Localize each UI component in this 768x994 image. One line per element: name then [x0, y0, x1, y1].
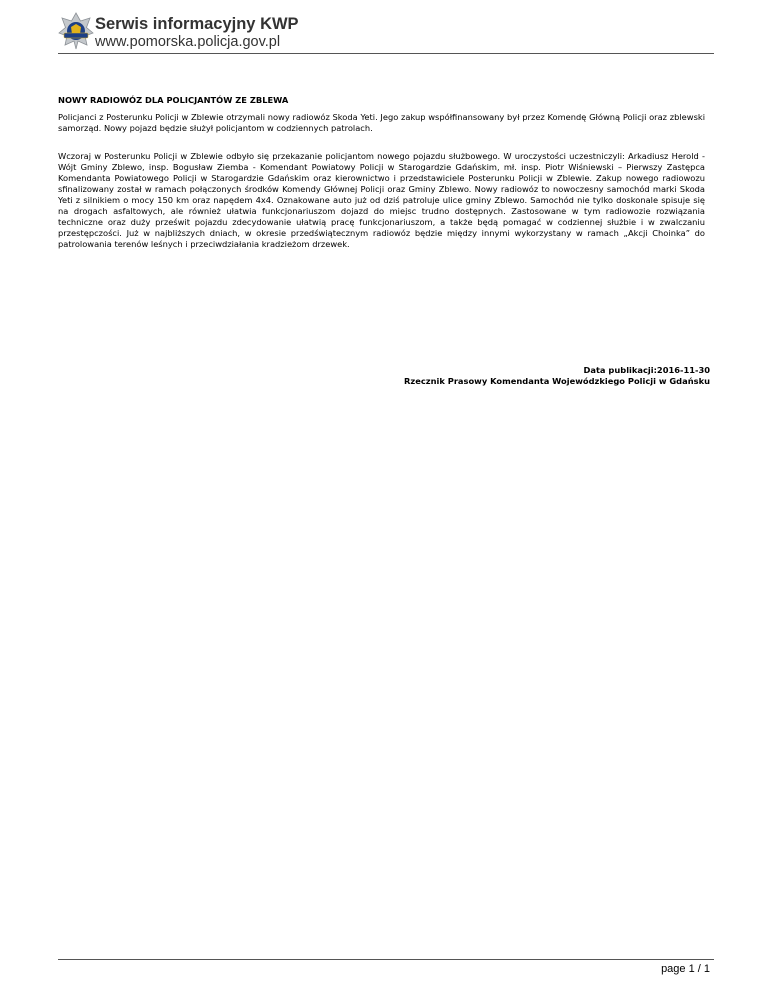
header: [58, 12, 714, 54]
article-author: Rzecznik Prasowy Komendanta Wojewódzkiego Policji w Gdańsku: [404, 376, 710, 386]
article-title: NOWY RADIOWÓZ DLA POLICJANTÓW ZE ZBLEWA: [58, 95, 289, 105]
publication-date: Data publikacji:2016-11-30: [583, 365, 710, 375]
footer-divider: [58, 959, 714, 960]
article-lead: Policjanci z Posterunku Policji w Zblewie otrzymali nowy radiowóz Skoda Yeti. Jego zakup współfinansowany był przez Komendę Główną Policji oraz zblewski samorząd. Nowy pojazd będzie służył policjantom w codziennych patrolach.: [58, 112, 705, 133]
site-url[interactable]: www.pomorska.policja.gov.pl: [95, 34, 281, 50]
article-body: Wczoraj w Posterunku Policji w Zblewie odbyło się przekazanie policjantom nowego pojazdu służbowego. W uroczystości uczestniczyli: Arkadiusz Herold - Wójt Gminy Zblewo, insp. Bogusław Ziemba - Komendant Powiatowy Policji w Starogardzie Gdańskim, mł. insp. Piotr Wiśniewski – Pierwszy Zastępca Komendanta Powiatowego Policji w Starogardzie Gdańskim oraz kierownictwo i przedstawiciele Posterunku Policji w Zblewie. Zakup nowego radiowozu sfinalizowany został w ramach połączonych środków Komendy Głównej Policji oraz Gminy Zblewo. Nowy radiowóz to nowoczesny samochód marki Skoda Yeti z silnikiem o mocy 150 km oraz napędem 4x4. Oznakowane auto już od dziś patroluje ulice gminy Zblewo. Samochód nie tylko doskonale spisuje się na drogach asfaltowych, ale również ułatwia funkcjonariuszom dojazd do miejsc trudno dostępnych. Zastosowane w tym radiowozie rozwiązania techniczne oraz duży prześwit pojazdu zdecydowanie ułatwią pracę funkcjonariuszom, a także będą pomagać w codziennej służbie i w zwalczaniu przestępczości. Już w najbliższych dniach, w okresie przedświątecznym radiowóz będzie między innymi wykorzystany w ramach „Akcji Choinka” do patrolowania terenów leśnych i przeciwdziałania kradzieżom drzewek.: [58, 151, 705, 249]
site-title: Serwis informacyjny KWP: [95, 15, 299, 33]
police-star-badge-icon: [58, 12, 94, 50]
header-divider: [58, 53, 714, 54]
page-number: page 1 / 1: [661, 963, 710, 975]
